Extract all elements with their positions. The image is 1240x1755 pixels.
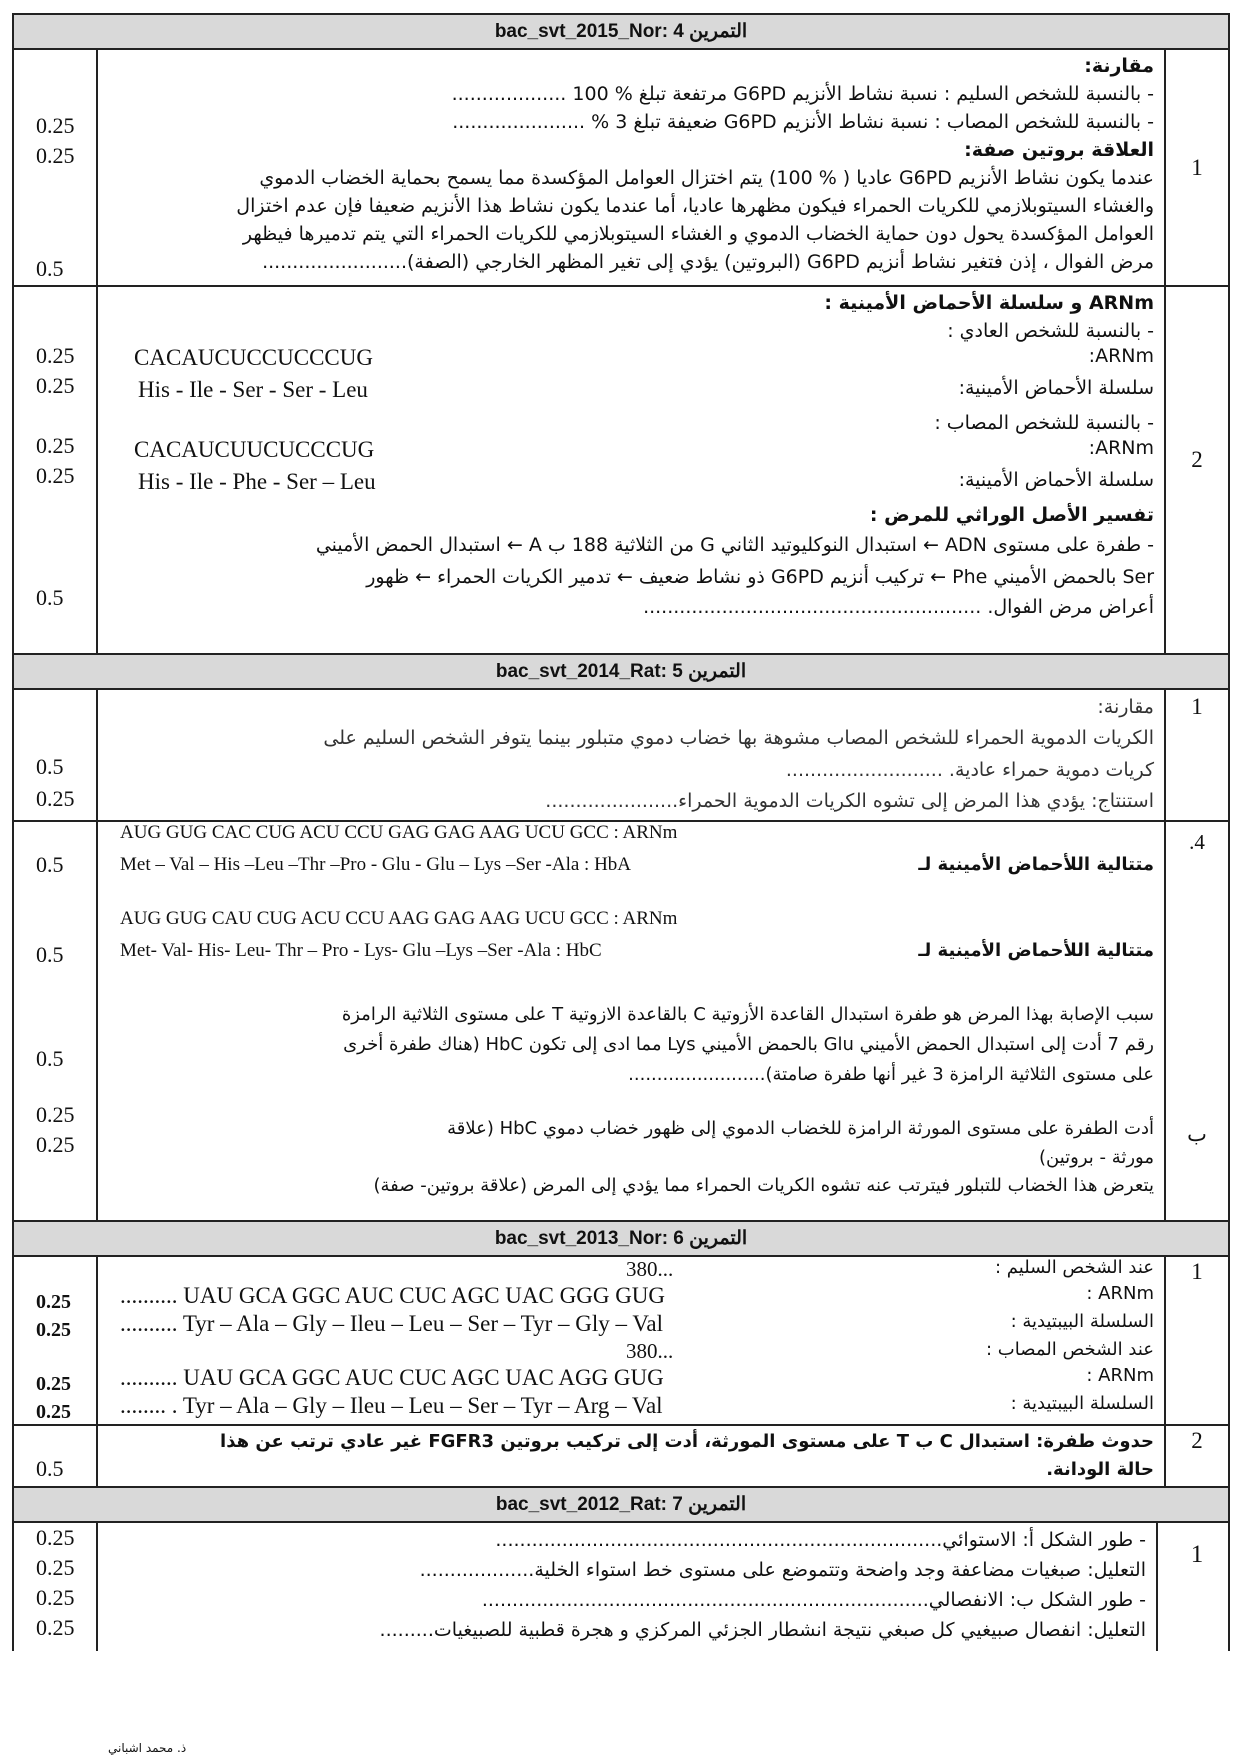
mark: 0.5 <box>36 256 64 281</box>
mark: 0.25 <box>36 113 75 138</box>
mark: 0.5 <box>36 852 64 877</box>
exercise-header: bac_svt_2012_Rat: 7 التمرين <box>12 1488 1230 1523</box>
sub-question: ب <box>1187 1122 1207 1146</box>
mark: 0.25 <box>36 463 75 488</box>
question-row <box>14 820 1228 1220</box>
answer-line: الكريات الدموية الحمراء للشخص المصاب مشوهة بها خضاب دموي متبلور بينما يتوفر الشخص السليم على <box>323 727 1154 749</box>
chain-label: السلسلة البيبتيدية : <box>1010 1311 1154 1332</box>
question-row <box>14 1523 1228 1651</box>
answer-body <box>98 822 1164 1220</box>
sequence-line <box>106 469 1154 501</box>
arnm-label: ARNm : <box>1086 1365 1154 1386</box>
exercise-5 <box>12 690 1230 1222</box>
mark: 0.25 <box>36 433 75 458</box>
answer-line: مورثة - بروتين) <box>1038 1147 1154 1168</box>
exercise-7 <box>12 1523 1230 1651</box>
answer-line: - بالنسبة للشخص المصاب : نسبة نشاط الأنزيم G6PD ضعيفة تبلغ 3 % ...................... <box>452 111 1154 133</box>
mark: 0.5 <box>36 754 64 779</box>
answer-line: - بالنسبة للشخص السليم : نسبة نشاط الأنزيم G6PD مرتفعة تبلغ % 100 ................... <box>451 83 1154 105</box>
answer-line: التعليل: انفصال صبيغيي كل صبغي نتيجة انشطار الجزئي المركزي و هجرة قطبية للصبيغيات......... <box>379 1619 1146 1641</box>
sequence-line <box>106 1339 1154 1365</box>
answer-line: Ser بالحمض الأميني Phe ← تركيب أنزيم G6PD ذو نشاط ضعيف ← تدمير الكريات الحمراء ← ظهور <box>366 566 1154 588</box>
mark: 0.25 <box>36 1401 71 1423</box>
section-title: مقارنة: <box>1097 696 1154 718</box>
mark: 0.5 <box>36 942 64 967</box>
answer-line: - طور الشكل ب: الانفصالي.......................................................................... <box>481 1589 1146 1611</box>
mark: 0.25 <box>36 1319 71 1341</box>
sequence-line <box>106 1283 1154 1311</box>
question-number: 1 <box>1164 690 1228 820</box>
question-row <box>14 50 1228 285</box>
answer-body <box>98 1257 1164 1424</box>
answer-line: والغشاء السيتوبلازمي للكريات الحمراء فيكون مظهرها عاديا، أما عندما يكون نشاط هذا الأنزيم ضعيفا فإن عدم اختزال <box>236 195 1154 217</box>
arnm-sequence: CACAUCUCCUCCCUG <box>134 345 373 370</box>
chain-label: سلسلة الأحماض الأمينية: <box>958 377 1154 399</box>
answer-line: عند الشخص السليم : <box>995 1257 1154 1278</box>
question-row <box>14 285 1228 653</box>
mark: 0.25 <box>36 1615 75 1640</box>
amino-acid-chain: His - Ile - Phe - Ser – Leu <box>138 469 376 494</box>
mark: 0.25 <box>36 1102 75 1127</box>
question-number: 2 <box>1164 1426 1228 1486</box>
chain-label: سلسلة الأحماض الأمينية: <box>958 469 1154 491</box>
arnm-label: ARNm: <box>1088 437 1154 459</box>
mark: 0.25 <box>36 1525 75 1550</box>
mark: 0.5 <box>36 1046 64 1071</box>
arnm-label: ARNm: <box>1088 345 1154 367</box>
marks-column <box>14 822 98 1220</box>
section-title: تفسير الأصل الوراثي للمرض : <box>869 504 1154 526</box>
chain-label: السلسلة البيبتيدية : <box>1010 1393 1154 1414</box>
marks-column <box>14 50 98 285</box>
mark: 0.25 <box>36 373 75 398</box>
sequence-line <box>106 437 1154 469</box>
question-number: 1 <box>1164 50 1228 285</box>
answer-line: حالة الودانة. <box>1046 1459 1154 1480</box>
mark: 0.5 <box>36 1456 64 1481</box>
exercise-header: bac_svt_2015_Nor: 4 التمرين <box>12 13 1230 50</box>
answer-body <box>96 1523 1158 1651</box>
sequence-line <box>106 345 1154 377</box>
exercise-header: bac_svt_2013_Nor: 6 التمرين <box>12 1222 1230 1257</box>
position-marker: 380... <box>626 1257 674 1281</box>
exercise-6 <box>12 1257 1230 1488</box>
mark: 0.25 <box>36 1373 71 1395</box>
marks-column <box>14 1426 98 1486</box>
answer-line: - طور الشكل أ: الاستوائي.......................................................................... <box>495 1529 1146 1551</box>
sequence-line <box>106 1393 1154 1421</box>
peptide-chain: .......... Tyr – Ala – Gly – Ileu – Leu – Ser – Tyr – Gly – Val <box>120 1311 663 1336</box>
mark: 0.25 <box>36 1132 75 1157</box>
answer-line: حدوث طفرة: استبدال C ب T على مستوى المورثة، أدت إلى تركيب بروتين FGFR3 غير عادي ترتب عن هذا <box>220 1431 1154 1452</box>
mark: 0.25 <box>36 1585 75 1610</box>
question-row <box>14 1424 1228 1486</box>
mark: 0.25 <box>36 786 75 811</box>
sequence-line <box>106 1311 1154 1339</box>
answer-line: مرض الفوال ، إذن فتغير نشاط أنزيم G6PD (البروتين) يؤدي إلى تغير المظهر الخارجي (الصفة)........................ <box>262 251 1154 273</box>
arnm-sequence: .......... UAU GCA GGC AUC CUC AGC UAC GGG GUG <box>120 1283 666 1308</box>
sequence-line <box>106 934 1154 974</box>
chain-label: متتالية اللأحماض الأمينية لـ <box>918 940 1154 961</box>
marks-column <box>14 1523 96 1651</box>
marks-column <box>14 287 98 653</box>
answer-sheet <box>12 13 1230 1651</box>
chain-label: متتالية اللأحماض الأمينية لـ <box>918 854 1154 875</box>
answer-line: أعراض مرض الفوال. ........................................................ <box>643 596 1154 618</box>
arnm-sequence: AUG GUG CAC CUG ACU CCU GAG GAG AAG UCU GCC : ARNm <box>120 822 678 843</box>
answer-line: التعليل: صبغيات مضاعفة وجد واضحة وتتموضع على مستوى خط استواء الخلية................... <box>419 1559 1146 1581</box>
answer-body <box>98 287 1164 653</box>
sequence-line <box>106 377 1154 409</box>
sequence-line <box>106 822 1154 848</box>
marks-column <box>14 1257 98 1424</box>
arnm-sequence: CACAUCUUCUCCCUG <box>134 437 375 462</box>
section-title: ARNm و سلسلة الأحماض الأمينية : <box>824 292 1154 314</box>
author-signature: ذ. محمد اشباني <box>108 1741 187 1755</box>
answer-line: على مستوى الثلاثية الرامزة 3 غير أنها طفرة صامتة)........................ <box>628 1064 1154 1085</box>
arnm-label: ARNm : <box>1086 1283 1154 1304</box>
sequence-line <box>106 1257 1154 1283</box>
answer-line: رقم 7 أدت إلى استبدال الحمض الأميني Glu بالحمض الأميني Lys مما ادى إلى تكون HbC (هناك طفرة أخرى <box>343 1034 1154 1055</box>
section-title: مقارنة: <box>1084 55 1154 77</box>
question-number: 1 <box>1190 1541 1204 1568</box>
sequence-line <box>106 1365 1154 1393</box>
answer-body <box>98 1426 1164 1486</box>
exercise-header: bac_svt_2014_Rat: 5 التمرين <box>12 655 1230 690</box>
answer-line: عندما يكون نشاط الأنزيم G6PD عاديا ( % 100) يتم اختزال العوامل المؤكسدة مما يسمح بحماية الخضاب الدموي <box>259 167 1154 189</box>
amino-acid-chain: His - Ile - Ser - Ser - Leu <box>138 377 368 402</box>
answer-line: استنتاج: يؤدي هذا المرض إلى تشوه الكريات الدموية الحمراء...................... <box>545 790 1154 812</box>
answer-body <box>98 50 1164 285</box>
question-number: 1 <box>1164 1257 1228 1424</box>
answer-body <box>98 690 1164 820</box>
answer-line: يتعرض هذا الخضاب للتبلور فيترتب عنه تشوه الكريات الحمراء مما يؤدي إلى المرض (علاقة بروتين- صفة) <box>373 1175 1154 1196</box>
mark: 0.25 <box>36 1555 75 1580</box>
arnm-sequence: AUG GUG CAU CUG ACU CCU AAG GAG AAG UCU GCC : ARNm <box>120 908 678 929</box>
mark: 0.25 <box>36 343 75 368</box>
amino-acid-chain: Met – Val – His –Leu –Thr –Pro - Glu - Glu – Lys –Ser -Ala : HbA <box>120 854 632 875</box>
peptide-chain: ........ . Tyr – Ala – Gly – Ileu – Leu – Ser – Tyr – Arg – Val <box>120 1393 663 1418</box>
answer-line: العوامل المؤكسدة يحول دون حماية الخضاب الدموي و الغشاء السيتوبلازمي للكريات الحمراء التي يتم تدميرها فيظهر <box>242 223 1154 245</box>
question-row <box>14 1257 1228 1424</box>
sequence-line <box>106 908 1154 934</box>
question-row <box>14 690 1228 820</box>
sequence-line <box>106 848 1154 888</box>
answer-line: سبب الإصابة بهذا المرض هو طفرة استبدال القاعدة الأزوتية C بالقاعدة الازوتية T على مستوى الثلاثية الرامزة <box>341 1004 1154 1025</box>
mark: 0.5 <box>36 585 64 610</box>
answer-line: - بالنسبة للشخص المصاب : <box>934 412 1154 434</box>
section-title: العلاقة بروتين صفة: <box>964 139 1154 161</box>
amino-acid-chain: Met- Val- His- Leu- Thr – Pro - Lys- Glu –Lys –Ser -Ala : HbC <box>120 940 602 961</box>
answer-line: - بالنسبة للشخص العادي : <box>947 320 1154 342</box>
mark: 0.25 <box>36 143 75 168</box>
mark: 0.25 <box>36 1291 71 1313</box>
exercise-4 <box>12 50 1230 655</box>
marks-column <box>14 690 98 820</box>
answer-line: - طفرة على مستوى ADN ← استبدال النوكليوتيد الثاني G من الثلاثية 188 ب A ← استبدال الحمض الأميني <box>315 534 1154 556</box>
arnm-sequence: .......... UAU GCA GGC AUC CUC AGC UAC AGG GUG <box>120 1365 664 1390</box>
position-marker: 380... <box>626 1339 674 1363</box>
answer-line: كريات دموية حمراء عادية. .......................... <box>785 759 1154 781</box>
answer-line: أدت الطفرة على مستوى المورثة الرامزة للخضاب الدموي إلى ظهور خضاب دموي HbC (علاقة <box>447 1118 1154 1139</box>
question-number: .4 ب <box>1164 822 1228 1220</box>
question-number: 2 <box>1164 287 1228 653</box>
answer-line: عند الشخص المصاب : <box>986 1339 1154 1360</box>
